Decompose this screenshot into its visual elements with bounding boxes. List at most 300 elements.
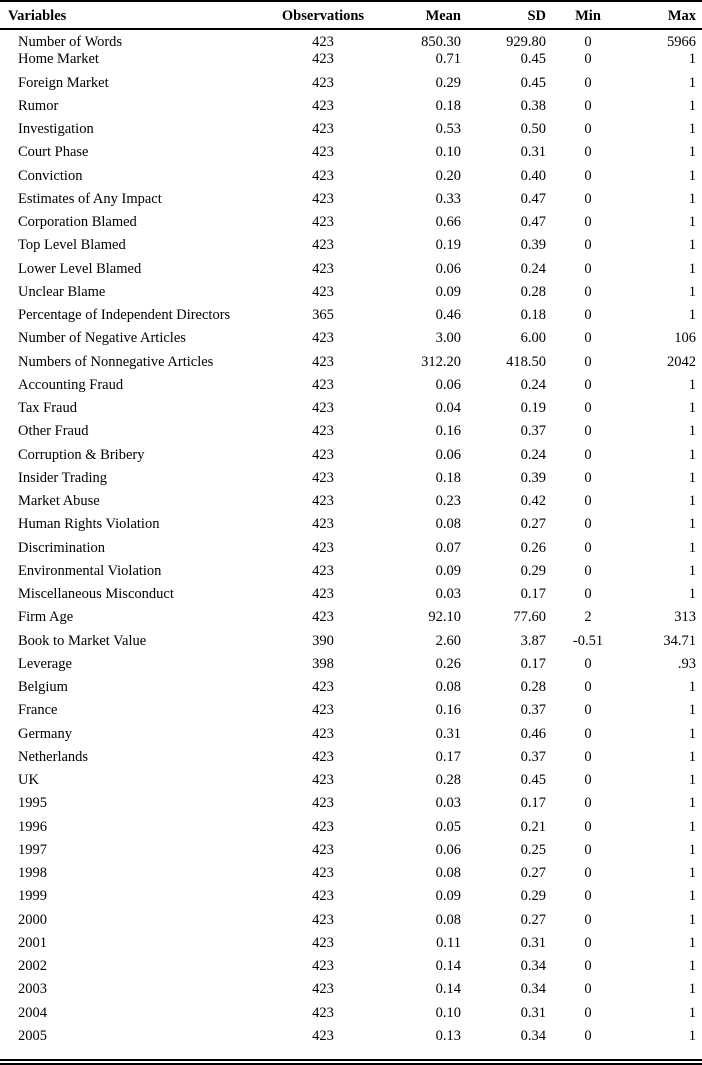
cell-max: 1 [688, 74, 696, 91]
cell-observations: 423 [312, 1027, 334, 1044]
cell-observations: 423 [312, 818, 334, 835]
cell-variable: Foreign Market [18, 74, 109, 91]
table-row [0, 470, 702, 493]
cell-sd: 0.27 [520, 911, 546, 928]
table-row [0, 261, 702, 284]
bottom-rule-2 [0, 1063, 702, 1065]
cell-variable: Miscellaneous Misconduct [18, 586, 174, 602]
cell-max: 1 [688, 818, 696, 835]
cell-observations: 390 [312, 632, 334, 649]
cell-min: 0 [584, 307, 592, 323]
cell-observations: 423 [312, 586, 334, 602]
cell-max: 1 [688, 446, 696, 463]
cell-mean: 0.13 [435, 1027, 461, 1044]
cell-min: 0 [584, 74, 592, 91]
cell-observations: 423 [312, 725, 334, 742]
cell-sd: 0.24 [520, 376, 546, 393]
header-observations: Observations [281, 7, 365, 24]
cell-min: 0 [584, 51, 592, 68]
cell-observations: 423 [312, 609, 334, 626]
cell-max: 1 [688, 214, 696, 230]
cell-variable: Belgium [18, 679, 68, 695]
cell-max: 1 [688, 702, 696, 719]
cell-variable: UK [18, 772, 39, 788]
cell-min: 0 [584, 725, 592, 742]
cell-mean: 0.11 [436, 934, 461, 951]
cell-variable: 2004 [18, 1004, 47, 1021]
cell-max: 1 [688, 51, 696, 68]
cell-sd: 0.40 [520, 167, 546, 184]
cell-max: 1 [688, 958, 696, 974]
cell-min: 0 [584, 934, 592, 951]
table-body [0, 28, 702, 1051]
cell-mean: 0.08 [435, 679, 461, 695]
cell-observations: 423 [312, 121, 334, 137]
cell-mean: 0.08 [435, 516, 461, 533]
cell-observations: 423 [312, 795, 334, 812]
cell-observations: 423 [312, 237, 334, 254]
cell-observations: 423 [312, 516, 334, 533]
cell-sd: 0.18 [520, 307, 546, 323]
cell-variable: 1996 [18, 818, 47, 835]
cell-sd: 0.47 [520, 214, 546, 230]
cell-min: 0 [584, 679, 592, 695]
cell-sd: 0.27 [520, 865, 546, 881]
cell-variable: 2005 [18, 1027, 47, 1044]
table-row [0, 795, 702, 818]
table-row [0, 656, 702, 679]
table-row [0, 75, 702, 98]
cell-min: 0 [584, 516, 592, 533]
cell-max: 1 [688, 167, 696, 184]
cell-min: 0 [584, 167, 592, 184]
cell-sd: 6.00 [520, 330, 546, 347]
table-row [0, 935, 702, 958]
cell-sd: 77.60 [513, 609, 546, 626]
cell-min: 0 [584, 423, 592, 440]
cell-mean: 0.08 [435, 911, 461, 928]
cell-variable: Lower Level Blamed [18, 260, 142, 277]
table-row [0, 633, 702, 656]
cell-mean: 0.53 [435, 121, 461, 137]
cell-min: 0 [584, 702, 592, 719]
cell-max: 1 [688, 772, 696, 788]
cell-sd: 0.28 [520, 679, 546, 695]
cell-sd: 0.46 [520, 725, 546, 742]
cell-sd: 0.37 [520, 423, 546, 440]
cell-mean: 0.06 [435, 376, 461, 393]
header-variables: Variables [8, 7, 67, 24]
table-row [0, 307, 702, 330]
cell-mean: 312.20 [421, 353, 461, 370]
cell-max: 1 [688, 841, 696, 858]
cell-sd: 0.28 [520, 283, 546, 300]
cell-sd: 0.39 [520, 237, 546, 254]
header-mean: Mean [425, 7, 461, 24]
cell-observations: 423 [312, 981, 334, 998]
table-row [0, 981, 702, 1004]
cell-min: 0 [584, 795, 592, 812]
cell-variable: Book to Market Value [18, 632, 147, 649]
header-max: Max [667, 7, 696, 24]
cell-mean: 0.19 [435, 237, 461, 254]
cell-max: 1 [688, 562, 696, 579]
cell-sd: 0.31 [520, 934, 546, 951]
cell-variable: Tax Fraud [18, 400, 77, 416]
cell-min: 0 [584, 190, 592, 207]
cell-min: 0 [584, 237, 592, 254]
table-header [0, 4, 702, 28]
cell-max: 313 [674, 609, 696, 626]
table-row [0, 377, 702, 400]
cell-max: 1 [688, 586, 696, 602]
cell-mean: 0.05 [435, 818, 461, 835]
cell-sd: 0.45 [520, 74, 546, 91]
cell-observations: 423 [312, 748, 334, 765]
table-row [0, 586, 702, 609]
cell-mean: 0.46 [435, 307, 461, 323]
cell-observations: 423 [312, 911, 334, 928]
cell-min: 0 [584, 330, 592, 347]
cell-variable: Firm Age [18, 609, 74, 626]
cell-mean: 0.14 [435, 981, 461, 998]
cell-variable: Human Rights Violation [18, 516, 160, 533]
cell-variable: 1999 [18, 888, 47, 905]
cell-mean: 0.18 [435, 469, 461, 486]
table-row [0, 354, 702, 377]
cell-sd: 0.34 [520, 958, 546, 974]
cell-max: 1 [688, 1027, 696, 1044]
cell-mean: 92.10 [428, 609, 461, 626]
table-row [0, 284, 702, 307]
cell-observations: 423 [312, 423, 334, 440]
cell-variable: Rumor [18, 97, 59, 114]
cell-max: 2042 [667, 353, 696, 370]
table-row [0, 912, 702, 935]
cell-observations: 423 [312, 888, 334, 905]
cell-min: 0 [584, 1004, 592, 1021]
table-row [0, 865, 702, 888]
cell-observations: 423 [312, 97, 334, 114]
table-row [0, 516, 702, 539]
cell-min: 0 [584, 283, 592, 300]
cell-mean: 0.66 [435, 214, 461, 230]
cell-observations: 423 [312, 702, 334, 719]
cell-sd: 0.34 [520, 1027, 546, 1044]
cell-observations: 423 [312, 260, 334, 277]
cell-mean: 0.04 [435, 400, 461, 416]
bottom-rule-1 [0, 1059, 702, 1061]
cell-max: 1 [688, 516, 696, 533]
cell-mean: 0.06 [435, 841, 461, 858]
cell-observations: 423 [312, 34, 334, 50]
cell-min: 0 [584, 586, 592, 602]
cell-mean: 0.23 [435, 493, 461, 509]
cell-observations: 423 [312, 376, 334, 393]
cell-sd: 929.80 [506, 34, 546, 50]
cell-max: 1 [688, 423, 696, 440]
table-row [0, 493, 702, 516]
cell-max: 1 [688, 144, 696, 161]
cell-min: 0 [584, 958, 592, 974]
cell-observations: 423 [312, 772, 334, 788]
cell-min: 0 [584, 34, 592, 50]
cell-max: 1 [688, 376, 696, 393]
cell-observations: 423 [312, 353, 334, 370]
cell-mean: 2.60 [435, 632, 461, 649]
cell-min: 0 [584, 818, 592, 835]
cell-max: 1 [688, 283, 696, 300]
table-row [0, 958, 702, 981]
table-row [0, 98, 702, 121]
cell-variable: 2003 [18, 981, 47, 998]
cell-observations: 423 [312, 214, 334, 230]
cell-variable: Court Phase [18, 144, 89, 161]
table-row [0, 749, 702, 772]
cell-observations: 423 [312, 934, 334, 951]
table-row [0, 702, 702, 725]
cell-observations: 365 [312, 307, 334, 323]
cell-sd: 0.31 [520, 1004, 546, 1021]
cell-max: 1 [688, 865, 696, 881]
cell-mean: 0.16 [435, 423, 461, 440]
table-row [0, 144, 702, 167]
cell-sd: 0.24 [520, 446, 546, 463]
cell-observations: 423 [312, 51, 334, 68]
cell-variable: 1995 [18, 795, 47, 812]
cell-sd: 0.37 [520, 702, 546, 719]
cell-mean: 0.06 [435, 260, 461, 277]
cell-mean: 0.09 [435, 283, 461, 300]
cell-variable: Top Level Blamed [18, 237, 126, 254]
cell-observations: 423 [312, 190, 334, 207]
cell-min: 0 [584, 562, 592, 579]
cell-min: 0 [584, 1027, 592, 1044]
table-row [0, 772, 702, 795]
cell-variable: Number of Negative Articles [18, 330, 186, 347]
cell-observations: 423 [312, 144, 334, 161]
cell-mean: 0.16 [435, 702, 461, 719]
cell-sd: 0.25 [520, 841, 546, 858]
cell-max: 1 [688, 307, 696, 323]
cell-min: 0 [584, 144, 592, 161]
cell-min: 0 [584, 353, 592, 370]
table-row [0, 423, 702, 446]
header-row [0, 4, 702, 28]
cell-max: 1 [688, 539, 696, 556]
cell-sd: 0.27 [520, 516, 546, 533]
cell-sd: 0.31 [520, 144, 546, 161]
cell-min: 0 [584, 446, 592, 463]
cell-mean: 0.10 [435, 1004, 461, 1021]
cell-min: -0.51 [572, 632, 604, 649]
header-min: Min [575, 7, 601, 24]
cell-min: 0 [584, 841, 592, 858]
table-row [0, 609, 702, 632]
cell-min: 0 [584, 97, 592, 114]
cell-sd: 0.45 [520, 772, 546, 788]
cell-sd: 0.39 [520, 469, 546, 486]
cell-min: 0 [584, 981, 592, 998]
cell-observations: 423 [312, 167, 334, 184]
cell-observations: 423 [312, 1004, 334, 1021]
table-row [0, 819, 702, 842]
cell-observations: 423 [312, 469, 334, 486]
cell-sd: 0.34 [520, 981, 546, 998]
cell-variable: Investigation [18, 121, 94, 137]
table-row [0, 121, 702, 144]
cell-mean: 0.71 [435, 51, 461, 68]
cell-sd: 0.45 [520, 51, 546, 68]
cell-max: 1 [688, 725, 696, 742]
cell-variable: Insider Trading [18, 469, 108, 486]
cell-variable: Number of Words [18, 34, 123, 50]
cell-mean: 0.06 [435, 446, 461, 463]
cell-observations: 423 [312, 841, 334, 858]
cell-observations: 423 [312, 539, 334, 556]
cell-variable: 2001 [18, 934, 47, 951]
cell-sd: 0.19 [520, 400, 546, 416]
table-row [0, 1005, 702, 1028]
cell-sd: 0.24 [520, 260, 546, 277]
cell-min: 0 [584, 911, 592, 928]
cell-sd: 418.50 [506, 353, 546, 370]
table-row [0, 51, 702, 74]
cell-sd: 0.29 [520, 888, 546, 905]
cell-min: 0 [584, 539, 592, 556]
cell-variable: Home Market [18, 51, 99, 68]
cell-sd: 0.17 [520, 586, 546, 602]
cell-observations: 423 [312, 679, 334, 695]
cell-mean: 0.28 [435, 772, 461, 788]
cell-max: 1 [688, 888, 696, 905]
cell-mean: 0.29 [435, 74, 461, 91]
cell-observations: 423 [312, 400, 334, 416]
cell-variable: Market Abuse [18, 493, 100, 509]
cell-variable: Percentage of Independent Directors [18, 307, 231, 323]
cell-max: 1 [688, 400, 696, 416]
cell-min: 2 [584, 609, 592, 626]
cell-max: 1 [688, 1004, 696, 1021]
top-rule [0, 0, 702, 2]
cell-mean: 850.30 [421, 34, 461, 50]
cell-max: 1 [688, 795, 696, 812]
cell-variable: Corruption & Bribery [18, 446, 145, 463]
table-row [0, 330, 702, 353]
cell-observations: 423 [312, 446, 334, 463]
table-row [0, 237, 702, 260]
table-row [0, 842, 702, 865]
cell-mean: 0.07 [435, 539, 461, 556]
table-row [0, 191, 702, 214]
cell-variable: Netherlands [18, 748, 89, 765]
cell-variable: Conviction [18, 167, 83, 184]
cell-mean: 0.33 [435, 190, 461, 207]
cell-min: 0 [584, 121, 592, 137]
table-row [0, 1028, 702, 1051]
summary-statistics-table [0, 4, 702, 1051]
table-row [0, 168, 702, 191]
cell-variable: Leverage [18, 655, 72, 672]
cell-max: 1 [688, 121, 696, 137]
cell-mean: 0.20 [435, 167, 461, 184]
cell-max: 106 [674, 330, 696, 347]
cell-variable: Numbers of Nonnegative Articles [18, 353, 214, 370]
cell-observations: 423 [312, 283, 334, 300]
cell-min: 0 [584, 888, 592, 905]
cell-variable: Unclear Blame [18, 283, 106, 300]
cell-variable: Corporation Blamed [18, 214, 137, 230]
cell-variable: Germany [18, 725, 72, 742]
cell-min: 0 [584, 493, 592, 509]
table-row [0, 540, 702, 563]
cell-min: 0 [584, 260, 592, 277]
cell-min: 0 [584, 865, 592, 881]
cell-mean: 0.03 [435, 795, 461, 812]
cell-mean: 3.00 [435, 330, 461, 347]
cell-sd: 0.29 [520, 562, 546, 579]
cell-max: 1 [688, 911, 696, 928]
cell-variable: France [18, 702, 58, 719]
cell-sd: 0.38 [520, 97, 546, 114]
cell-mean: 0.31 [435, 725, 461, 742]
cell-variable: Accounting Fraud [18, 376, 124, 393]
table-row [0, 214, 702, 237]
table-row [0, 28, 702, 51]
cell-observations: 423 [312, 958, 334, 974]
table-row [0, 447, 702, 470]
cell-max: 1 [688, 190, 696, 207]
header-sd: SD [527, 7, 546, 24]
cell-sd: 0.17 [520, 795, 546, 812]
table-row [0, 726, 702, 749]
cell-observations: 423 [312, 330, 334, 347]
cell-variable: Other Fraud [18, 423, 89, 440]
cell-mean: 0.03 [435, 586, 461, 602]
cell-sd: 0.17 [520, 655, 546, 672]
cell-sd: 0.37 [520, 748, 546, 765]
cell-mean: 0.14 [435, 958, 461, 974]
cell-variable: Environmental Violation [18, 562, 162, 579]
cell-max: 1 [688, 981, 696, 998]
cell-mean: 0.18 [435, 97, 461, 114]
cell-min: 0 [584, 469, 592, 486]
cell-observations: 398 [312, 655, 334, 672]
cell-max: .93 [677, 655, 696, 672]
cell-max: 1 [688, 493, 696, 509]
cell-min: 0 [584, 655, 592, 672]
cell-sd: 0.50 [520, 121, 546, 137]
cell-max: 1 [688, 97, 696, 114]
cell-variable: 1997 [18, 841, 47, 858]
cell-variable: Discrimination [18, 539, 105, 556]
cell-min: 0 [584, 400, 592, 416]
cell-sd: 0.47 [520, 190, 546, 207]
cell-max: 1 [688, 469, 696, 486]
cell-mean: 0.26 [435, 655, 461, 672]
cell-max: 1 [688, 679, 696, 695]
cell-min: 0 [584, 376, 592, 393]
cell-sd: 0.42 [520, 493, 546, 509]
cell-max: 1 [688, 748, 696, 765]
cell-mean: 0.09 [435, 888, 461, 905]
cell-variable: 2000 [18, 911, 47, 928]
cell-min: 0 [584, 748, 592, 765]
cell-sd: 0.21 [520, 818, 546, 835]
cell-max: 1 [688, 260, 696, 277]
cell-observations: 423 [312, 562, 334, 579]
cell-max: 5966 [667, 34, 696, 50]
